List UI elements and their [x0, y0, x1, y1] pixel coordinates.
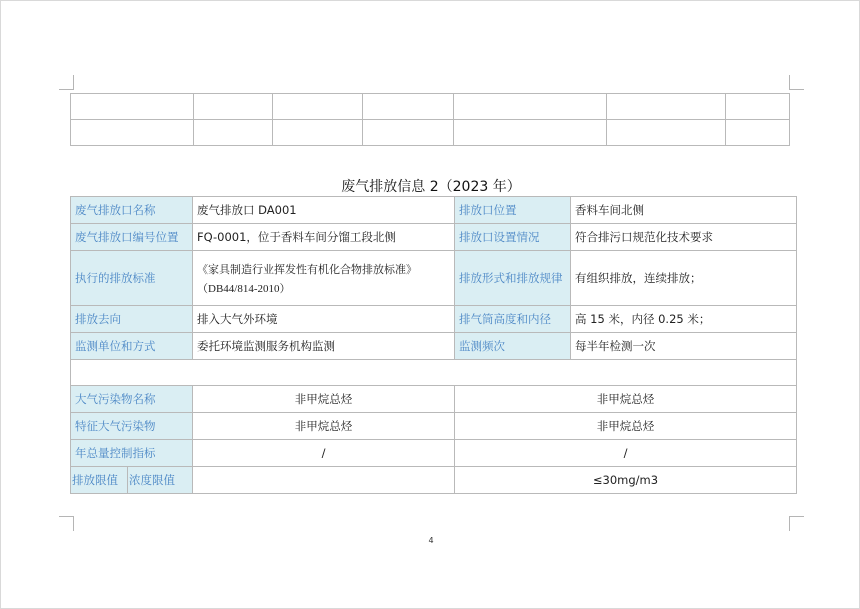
- outlet-location-value: 香料车间北侧: [571, 197, 797, 224]
- destination-label: 排放去向: [71, 306, 193, 333]
- table-row: [71, 251, 797, 306]
- monitor-unit-label: 监测单位和方式: [71, 333, 193, 360]
- crop-mark-bottom-right: [789, 516, 804, 531]
- outlet-code-value: FQ-0001，位于香料车间分馏工段北侧: [193, 224, 455, 251]
- limit-col2: ≤30mg/m3: [455, 467, 797, 494]
- outlet-setup-value: 符合排污口规范化技术要求: [571, 224, 797, 251]
- emission-form-value: 有组织排放，连续排放；: [571, 251, 797, 306]
- table-row: [71, 197, 797, 224]
- outlet-name-value: 废气排放口 DA001: [193, 197, 455, 224]
- table-row: [71, 360, 797, 386]
- crop-mark-top-right: [789, 75, 804, 90]
- section-title: 废气排放信息 2（2023 年）: [341, 179, 521, 195]
- standard-name: 《家具制造行业挥发性有机化合物排放标准》: [197, 262, 417, 276]
- limit-col1: [193, 467, 455, 494]
- total-control-label: 年总量控制指标: [71, 440, 193, 467]
- outlet-code-label: 废气排放口编号位置: [71, 224, 193, 251]
- table-row: [71, 333, 797, 360]
- blank-separator-row: [71, 360, 797, 386]
- standard-label: 执行的排放标准: [71, 251, 193, 306]
- previous-table-fragment: [70, 93, 790, 146]
- outlet-name-label: 废气排放口名称: [71, 197, 193, 224]
- crop-mark-bottom-left: [59, 516, 74, 531]
- pollutant-name-col2: 非甲烷总烃: [455, 386, 797, 413]
- table-row: [71, 120, 790, 146]
- standard-code: （DB44/814-2010）: [197, 283, 291, 296]
- total-control-col2: /: [455, 440, 797, 467]
- monitor-freq-label: 监测频次: [455, 333, 571, 360]
- stack-size-value: 高 15 米，内径 0.25 米；: [571, 306, 797, 333]
- feature-pollutant-label: 特征大气污染物: [71, 413, 193, 440]
- table-row: [71, 413, 797, 440]
- limit-label: 排放限值: [71, 467, 128, 494]
- table-row: [71, 224, 797, 251]
- table-row: [71, 306, 797, 333]
- table-row: [71, 94, 790, 120]
- stack-size-label: 排气筒高度和内径: [455, 306, 571, 333]
- crop-mark-top-left: [59, 75, 74, 90]
- concentration-limit-label: 浓度限值: [128, 467, 193, 494]
- feature-pollutant-col2: 非甲烷总烃: [455, 413, 797, 440]
- table-row: [71, 440, 797, 467]
- page-number: 4: [428, 536, 434, 545]
- outlet-setup-label: 排放口设置情况: [455, 224, 571, 251]
- feature-pollutant-col1: 非甲烷总烃: [193, 413, 455, 440]
- pollutant-name-col1: 非甲烷总烃: [193, 386, 455, 413]
- standard-value: [193, 251, 455, 306]
- total-control-col1: /: [193, 440, 455, 467]
- table-row: [71, 467, 797, 494]
- pollutant-name-label: 大气污染物名称: [71, 386, 193, 413]
- outlet-location-label: 排放口位置: [455, 197, 571, 224]
- emission-info-table: [70, 196, 797, 494]
- destination-value: 排入大气外环境: [193, 306, 455, 333]
- monitor-unit-value: 委托环境监测服务机构监测: [193, 333, 455, 360]
- emission-form-label: 排放形式和排放规律: [455, 251, 571, 306]
- table-row: [71, 386, 797, 413]
- monitor-freq-value: 每半年检测一次: [571, 333, 797, 360]
